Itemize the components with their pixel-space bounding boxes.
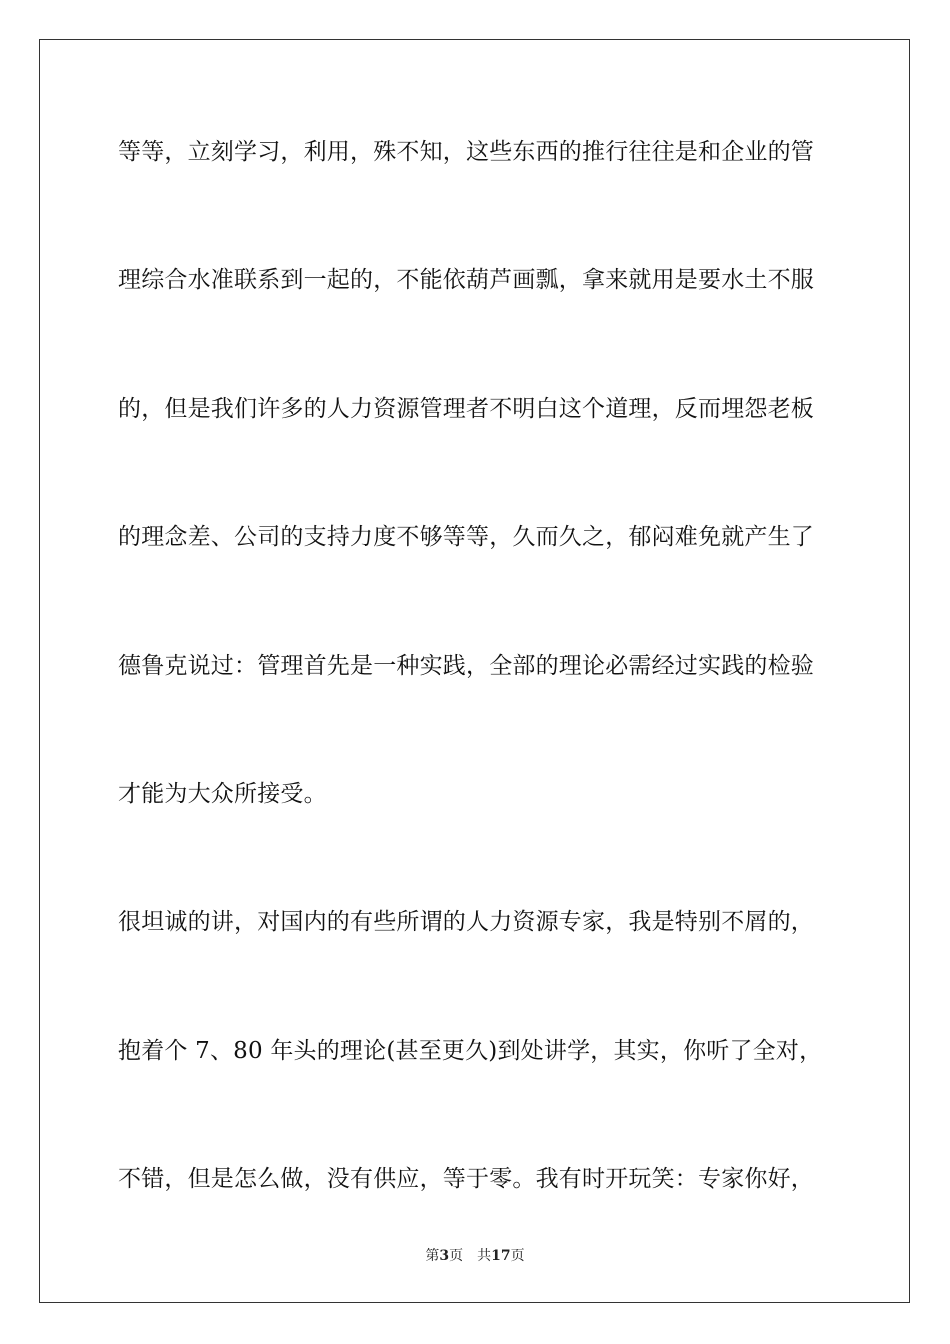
page-number: 3 [439, 1248, 450, 1264]
text-line: 等等，立刻学习，利用，殊不知，这些东西的推行往往是和企业的管 [118, 139, 814, 165]
text-line: 不错，但是怎么做，没有供应，等于零。我有时开玩笑：专家你好， [118, 1166, 814, 1193]
page-number-indicator [425, 1248, 463, 1264]
text-line: 德鲁克说过：管理首先是一种实践，全部的理论必需经过实践的检验 [118, 652, 814, 679]
total-pages-indicator [477, 1248, 524, 1264]
page-footer [0, 1247, 950, 1265]
total-suffix: 页 [510, 1248, 525, 1264]
document-body [118, 132, 838, 1288]
text-line: 理综合水准联系到一起的，不能依葫芦画瓢，拿来就用是要水土不服 [118, 267, 814, 294]
text-line: 抱着个 7、80 年头的理论(甚至更久)到处讲学，其实，你听了全对， [118, 1037, 823, 1064]
page-suffix: 页 [449, 1248, 464, 1264]
text-line: 才能为大众所接受。 [118, 780, 327, 807]
total-pages: 17 [491, 1248, 511, 1264]
text-line: 的，但是我们许多的人力资源管理者不明白这个道理，反而埋怨老板 [118, 395, 814, 422]
page-prefix: 第 [425, 1248, 440, 1264]
text-line: 的理念差、公司的支持力度不够等等，久而久之，郁闷难免就产生了 [118, 524, 814, 551]
total-prefix: 共 [477, 1248, 492, 1264]
text-line: 很坦诚的讲，对国内的有些所谓的人力资源专家，我是特别不屑的， [118, 909, 814, 936]
